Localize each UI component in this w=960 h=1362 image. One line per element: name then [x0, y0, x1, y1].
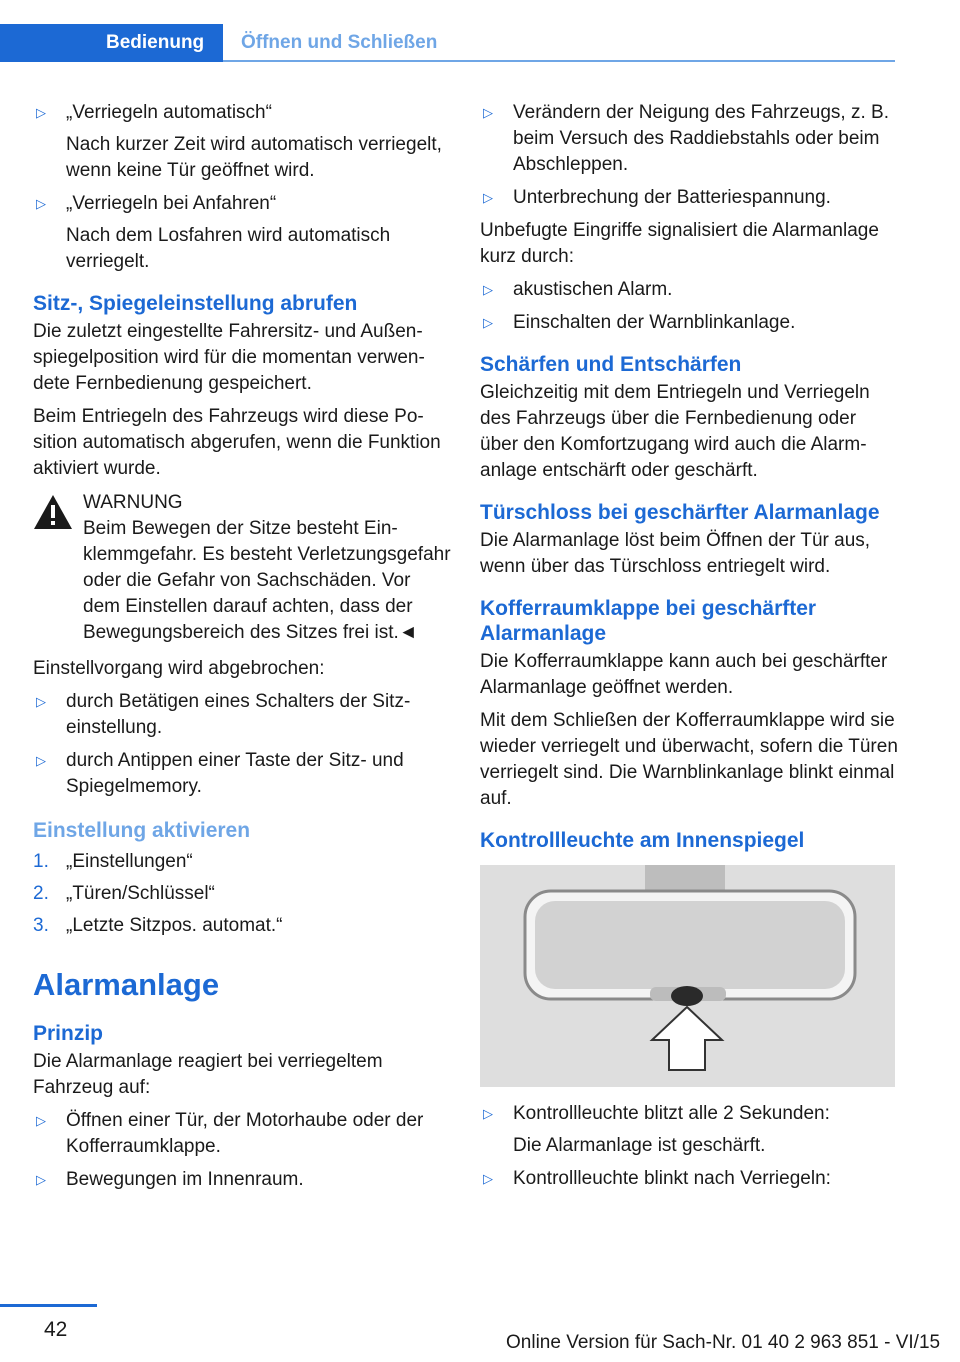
paragraph: Die zuletzt eingestellte Fahrersitz- und Außenspiegelposition wird für die momentan verwendete Fernbedienung gespeichert.: [33, 321, 425, 394]
indicator-lamp-icon: [671, 986, 703, 1006]
list-item: [480, 1101, 898, 1159]
warning-text: Beim Bewegen der Sitze besteht Einklemmgefahr. Es besteht Verletzungsgefahr oder die Gefahr von Sachschäden. Vor dem Einstellen darauf achten, dass der Bewegungsbereich des Sitzes frei ist.◄: [83, 518, 451, 643]
list-item: [480, 277, 898, 303]
warning-title: WARNUNG: [83, 492, 183, 513]
bullet-text: durch Betätigen eines Schalters der Sitzeinstellung.: [66, 691, 411, 738]
page-number: 42: [44, 1318, 68, 1341]
heading-sitz-spiegeleinstellung: Sitz-, Spiegeleinstellung abrufen: [33, 292, 358, 315]
paragraph: Unbefugte Eingriffe signalisiert die Alarmanlage kurz durch:: [480, 220, 879, 267]
heading-kontrollleuchte: Kontrollleuchte am Innenspiegel: [480, 829, 805, 852]
bullet-title: Kontrollleuchte blinkt nach Verriegeln:: [513, 1168, 831, 1189]
bullet-text: Die Alarmanlage ist geschärft.: [513, 1135, 766, 1156]
tab-oeffnen-schliessen[interactable]: Öffnen und Schließen: [241, 32, 438, 53]
list-item: [480, 100, 898, 178]
bullet-text: Nach kurzer Zeit wird automatisch verriegelt, wenn keine Tür geöffnet wird.: [66, 134, 442, 181]
bullet-icon: ▷: [483, 190, 493, 205]
bullet-text: akustischen Alarm.: [513, 279, 673, 300]
bullet-icon: ▷: [36, 105, 46, 120]
heading-prinzip: Prinzip: [33, 1022, 104, 1045]
bullet-text: Unterbrechung der Batteriespannung.: [513, 187, 831, 208]
step-text: „Türen/Schlüssel“: [66, 883, 215, 904]
paragraph: Die Alarmanlage löst beim Öffnen der Tür aus, wenn über das Türschloss entriegelt wird.: [480, 530, 871, 577]
bullet-icon: ▷: [483, 282, 493, 297]
step-text: „Letzte Sitzpos. automat.“: [66, 915, 283, 936]
step-number: 3.: [33, 915, 49, 936]
bullet-icon: ▷: [36, 1172, 46, 1187]
list-item: [33, 913, 451, 939]
tab-bedienung[interactable]: Bedienung: [0, 24, 223, 62]
list-item: [33, 748, 451, 800]
paragraph: Einstellvorgang wird abgebrochen:: [33, 658, 325, 679]
bullet-icon: ▷: [483, 105, 493, 120]
bullet-icon: ▷: [483, 1106, 493, 1121]
list-item: [33, 100, 451, 184]
warning-box: [33, 490, 451, 646]
step-number: 2.: [33, 883, 49, 904]
list-item: [33, 1167, 451, 1193]
bullet-text: durch Antippen einer Taste der Sitz- und Spiegelmemory.: [66, 750, 404, 797]
list-item: [480, 1166, 898, 1192]
paragraph: Die Kofferraumklappe kann auch bei geschärfter Alarmanlage geöffnet werden.: [480, 651, 888, 698]
paragraph: Gleichzeitig mit dem Entriegeln und Verriegeln des Fahrzeugs über die Fernbedienung oder über den Komfortzugang wird auch die Alarmanlage entschärft oder geschärft.: [480, 382, 870, 481]
paragraph: Beim Entriegeln des Fahrzeugs wird diese Position automatisch abgerufen, wenn die Funktion aktiviert wurde.: [33, 406, 441, 479]
list-item: [480, 310, 898, 336]
list-item: [33, 191, 451, 275]
header-rule: [223, 60, 895, 62]
bullet-text: Einschalten der Warnblinkanlage.: [513, 312, 796, 333]
list-item: [480, 185, 898, 211]
heading-tuerschloss: Türschloss bei geschärfter Alarmanlage: [480, 501, 880, 524]
header-tabs: [0, 0, 895, 62]
bullet-icon: ▷: [36, 196, 46, 211]
bullet-icon: ▷: [36, 694, 46, 709]
heading-einstellung-aktivieren: Einstellung aktivieren: [33, 819, 251, 842]
bullet-icon: ▷: [483, 1171, 493, 1186]
heading-alarmanlage: Alarmanlage: [33, 967, 220, 1002]
list-item: [33, 849, 451, 875]
list-item: [33, 1108, 451, 1160]
list-item: [33, 689, 451, 741]
bullet-icon: ▷: [483, 315, 493, 330]
bullet-icon: ▷: [36, 753, 46, 768]
bullet-title: „Verriegeln bei Anfahren“: [66, 193, 277, 214]
heading-kofferraumklappe: Kofferraumklappe bei geschärfter Alarmanlage: [480, 597, 817, 645]
bullet-text: Verändern der Neigung des Fahrzeugs, z. B. beim Versuch des Raddiebstahls oder beim Abschleppen.: [513, 102, 890, 175]
left-column: [33, 100, 451, 1200]
bullet-title: „Verriegeln automatisch“: [66, 102, 272, 123]
list-item: [33, 881, 451, 907]
bullet-title: Kontrollleuchte blitzt alle 2 Sekunden:: [513, 1103, 830, 1124]
footer-rule: [0, 1304, 97, 1307]
bullet-text: Öffnen einer Tür, der Motorhaube oder der Kofferraumklappe.: [66, 1110, 424, 1157]
heading-schaerfen: Schärfen und Entschärfen: [480, 353, 742, 376]
rearview-mirror-illustration: [480, 865, 895, 1087]
bullet-text: Nach dem Losfahren wird automatisch verriegelt.: [66, 225, 391, 272]
mirror-figure: [480, 865, 895, 1087]
paragraph: Die Alarmanlage reagiert bei verriegeltem Fahrzeug auf:: [33, 1051, 383, 1098]
bullet-text: Bewegungen im Innenraum.: [66, 1169, 304, 1190]
warning-triangle-icon: [33, 494, 73, 530]
footer-version-text: Online Version für Sach-Nr. 01 40 2 963 851 - VI/15: [506, 1332, 941, 1353]
step-text: „Einstellungen“: [66, 851, 193, 872]
paragraph: Mit dem Schließen der Kofferraumklappe wird sie wieder verriegelt und überwacht, sofern die Türen verriegelt sind. Die Warnblinkanlage blinkt einmal auf.: [480, 710, 898, 809]
step-number: 1.: [33, 851, 49, 872]
right-column: [480, 100, 898, 1199]
bullet-icon: ▷: [36, 1113, 46, 1128]
